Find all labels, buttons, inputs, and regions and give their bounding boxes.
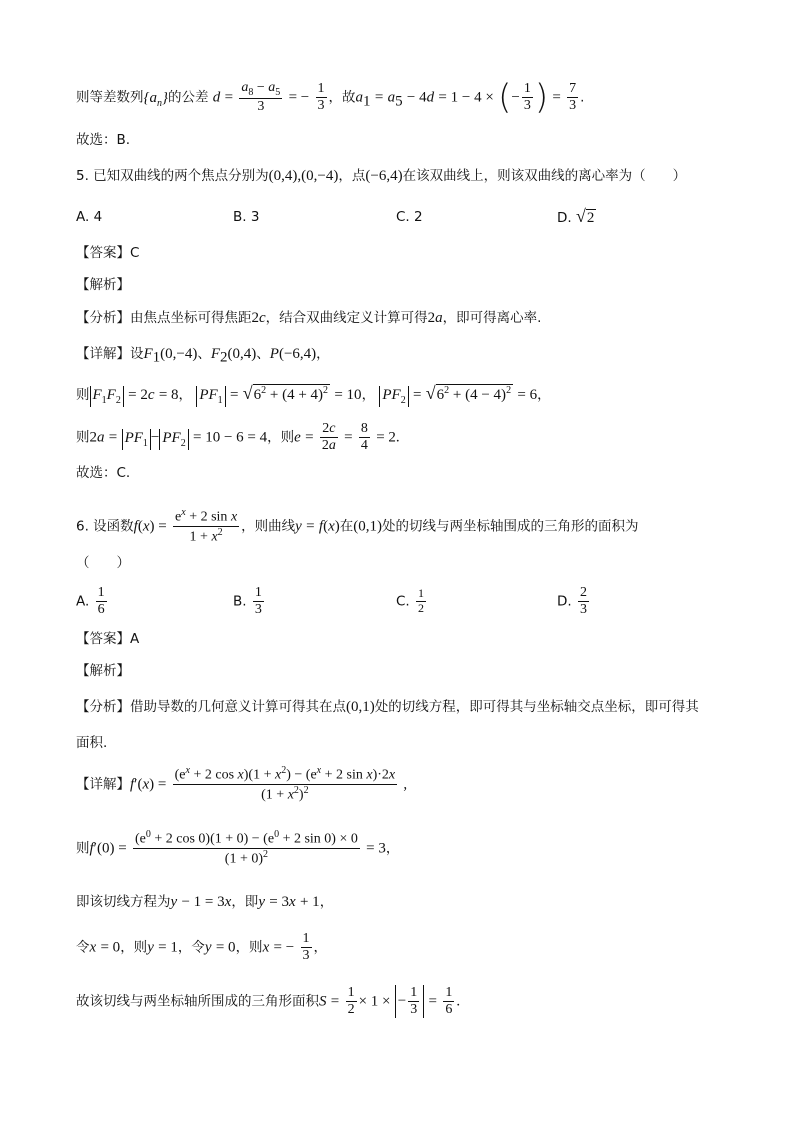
q5-xiangjie-1: 【详解】设$F_1(0,-4)$、$F_2(0,4)$、P(−6,4)， xyxy=(76,346,330,366)
q6-option-d: D. $\frac{2}{3}$ xyxy=(557,585,587,618)
q6-fenxi-cont: 面积. xyxy=(76,735,108,751)
q6-option-a: A. $\frac{1}{6}$ xyxy=(76,585,105,618)
q5-choice: 故选：C. xyxy=(76,465,131,481)
choice-line: 故选：B. xyxy=(76,132,131,148)
seq-symbol: $\{a_n\}$ xyxy=(143,89,168,109)
q5-option-d: D. √2 xyxy=(557,206,595,226)
question-6-stem: 6. 设函数f(x) = $\frac{e^x + 2 \sin x}{1 + x^2}$ ，则曲线y = f(x)在(0,1)处的切线与两坐标轴围成的三角形的面积为 xyxy=(76,507,639,545)
q5-option-a: A. 4 xyxy=(76,209,103,225)
q6-xiangjie-4: 令x = 0，则y = 1，令y = 0，则x = − $\frac{1}{3}$ ， xyxy=(76,931,327,964)
q6-xiangjie-3: 即该切线方程为y − 1 = 3x，即y = 3x + 1， xyxy=(76,894,334,910)
solution-line-common-difference: 则等差数列$\{a_n\}$的公差 d = $\frac{a_8 - a_5}{3}$ = − $\frac{1}{3}$ ，故$a_1 = a_5 - 4d = 1 - 4$ × (− $\frac{1}{3}$ ) = $\frac{7}{3}$ . xyxy=(76,77,585,118)
q6-analysis-tag: 【解析】 xyxy=(76,663,130,679)
q6-xiangjie-1: 【详解】f′(x) = $\frac{(e^x + 2 \cos x)(1 + x^2) - (e^x + 2 \sin x)\cdot 2x}{(1 + x^2)^2}$ , xyxy=(76,765,408,803)
q6-answer: 【答案】A xyxy=(76,631,140,647)
q6-paren: （ ） xyxy=(76,555,130,571)
q5-xiangjie-3: 则$2a = PF_1 - PF_2 = 10 - 6 = 4$，则e = $\frac{2c}{2a}$ = $\frac{8}{4}$ = 2. xyxy=(76,421,400,454)
q5-xiangjie-2: 则 $F_1F_2 = 2c = 8$， $PF_1 = √6^2 + (4 + 4)^2 = 10$， $PF_2 = √6^2 + (4 - 4)^2 = 6$， xyxy=(76,383,551,406)
q5-answer: 【答案】C xyxy=(76,245,140,261)
question-5-stem: 5. 已知双曲线的两个焦点分别为(0,4),(0,−4)，点(−6,4)在该双曲线上，则该双曲线的离心率为（ ） xyxy=(76,168,687,184)
q6-fenxi: 【分析】借助导数的几何意义计算可得其在点(0,1)处的切线方程，即可得其与坐标轴交点坐标，即可得其 xyxy=(76,699,699,715)
q5-option-b: B. 3 xyxy=(233,209,260,225)
q6-xiangjie-2: 则f′(0) = $\frac{(e^0 + 2 \cos 0)(1 + 0) - (e^0 + 2 \sin 0) \times 0}{(1 + 0)^2}$ = 3， xyxy=(76,829,400,867)
q5-fenxi: 【分析】由焦点坐标可得焦距2c，结合双曲线定义计算可得2a，即可得离心率. xyxy=(76,310,542,326)
q6-option-b: B. $\frac{1}{3}$ xyxy=(233,585,262,618)
q5-option-c: C. 2 xyxy=(396,209,423,225)
q6-xiangjie-5: 故该切线与两坐标轴所围成的三角形面积S = $\frac{1}{2}$ × 1 × − $\frac{1}{3}$ = $\frac{1}{6}$ . xyxy=(76,985,461,1018)
q5-analysis-tag: 【解析】 xyxy=(76,277,130,293)
fraction: $\frac{a_8 - a_5}{3}$ xyxy=(241,80,281,115)
q6-option-c: C. $\frac{1}{2}$ xyxy=(396,586,425,615)
